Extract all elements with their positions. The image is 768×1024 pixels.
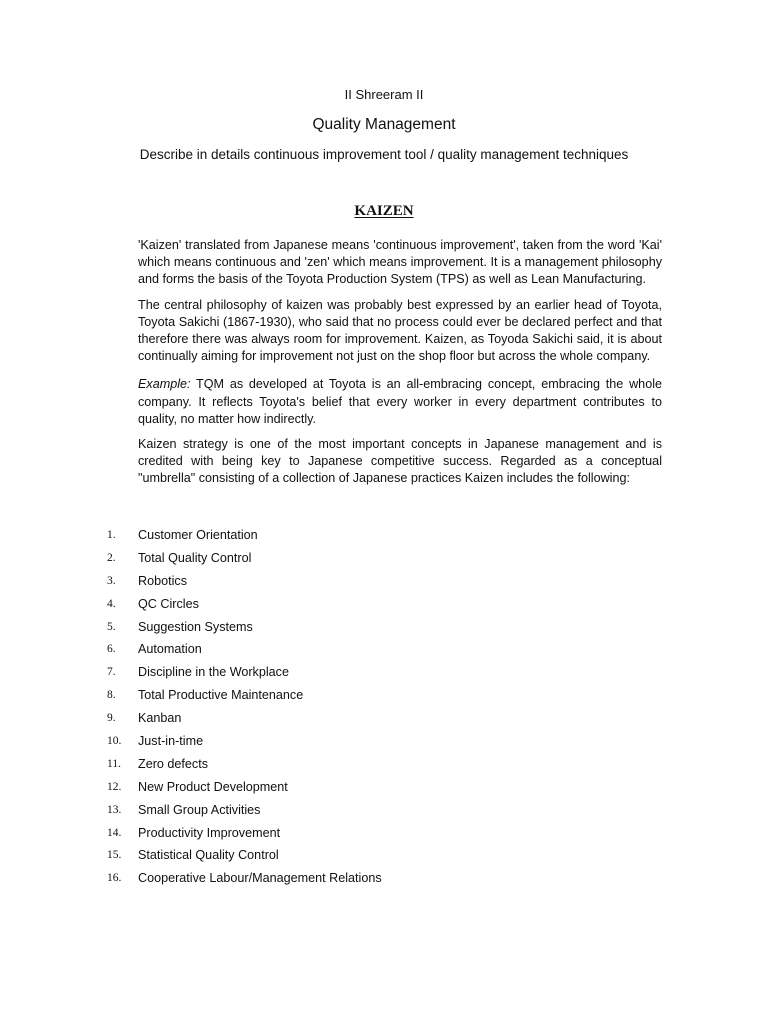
list-item xyxy=(0,616,768,639)
list-item-number: 7. xyxy=(107,666,116,679)
list-item-number: 10. xyxy=(107,735,122,748)
list-item-label: Discipline in the Workplace xyxy=(138,665,289,680)
list-item-number: 9. xyxy=(107,712,116,725)
section-heading: KAIZEN xyxy=(354,203,414,219)
list-item-number: 8. xyxy=(107,689,116,702)
list-item-number: 14. xyxy=(107,826,122,839)
list-item-label: Statistical Quality Control xyxy=(138,848,279,863)
invocation-line: II Shreeram II xyxy=(344,87,424,102)
list-item xyxy=(0,661,768,684)
list-item-label: Cooperative Labour/Management Relations xyxy=(138,871,382,886)
paragraph-definition: 'Kaizen' translated from Japanese means 'continuous improvement', taken from the word 'Kai' which means continuous and 'zen' which means improvement. It is a management philosophy and forms the basis of the Toyota Production System (TPS) as well as Lean Manufacturing. xyxy=(138,238,662,287)
list-item xyxy=(0,844,768,867)
list-item-number: 13. xyxy=(107,803,122,816)
list-item-number: 4. xyxy=(107,597,116,610)
list-item xyxy=(0,707,768,730)
document-title: Quality Management xyxy=(312,116,456,133)
list-item xyxy=(0,638,768,661)
list-item xyxy=(0,799,768,822)
list-item-number: 15. xyxy=(107,849,122,862)
list-item xyxy=(0,593,768,616)
list-item-label: Customer Orientation xyxy=(138,528,258,542)
list-item-number: 3. xyxy=(107,574,116,587)
list-item-label: Kanban xyxy=(138,711,182,726)
list-item-label: Small Group Activities xyxy=(138,802,261,817)
list-item-number: 16. xyxy=(107,872,122,885)
paragraph-example xyxy=(138,376,662,428)
list-item xyxy=(0,547,768,570)
paragraph-strategy: Kaizen strategy is one of the most important concepts in Japanese management and is credited with being key to Japanese competitive success. Regarded as a conceptual "umbrella" consisting of a collection of Japanese practices Kaizen includes the following: xyxy=(138,437,662,486)
list-item-label: Automation xyxy=(138,642,202,657)
document-subtitle: Describe in details continuous improvement tool / quality management techniques xyxy=(139,147,629,162)
list-item xyxy=(0,867,768,890)
list-item xyxy=(0,684,768,707)
list-item-label: Suggestion Systems xyxy=(138,619,253,634)
list-item xyxy=(0,730,768,753)
paragraph-philosophy: The central philosophy of kaizen was probably best expressed by an earlier head of Toyota, Toyota Sakichi (1867-1930), who said that no process could ever be declared perfect and that therefore there was always room for improvement. Kaizen, as Toyoda Sakichi said, it is about continually aiming for improvement not just on the shop floor but across the whole company. xyxy=(138,297,662,364)
body-text xyxy=(138,237,662,496)
list-item-label: Productivity Improvement xyxy=(138,825,281,840)
list-item-number: 2. xyxy=(107,551,116,564)
list-item xyxy=(0,524,768,547)
list-item-number: 12. xyxy=(107,780,122,793)
list-item-label: Just-in-time xyxy=(138,734,204,749)
list-item-label: Total Productive Maintenance xyxy=(138,688,304,703)
list-item-label: QC Circles xyxy=(138,596,199,611)
list-item xyxy=(0,570,768,593)
kaizen-practices-list xyxy=(0,524,768,890)
list-item-label: New Product Development xyxy=(138,779,288,794)
list-item xyxy=(0,753,768,776)
example-label: Example: xyxy=(138,377,191,392)
example-text: TQM as developed at Toyota is an all-embracing concept, embracing the whole company. It reflects Toyota's belief that every worker in every department contributes to quality, no matter how indirectly. xyxy=(138,377,662,426)
list-item-number: 5. xyxy=(107,620,116,633)
list-item-number: 6. xyxy=(107,643,116,656)
list-item-label: Robotics xyxy=(138,573,187,588)
list-item xyxy=(0,776,768,799)
list-item xyxy=(0,822,768,845)
list-item-label: Zero defects xyxy=(138,756,208,771)
list-item-number: 11. xyxy=(107,757,121,770)
list-item-number: 1. xyxy=(107,529,116,541)
list-item-label: Total Quality Control xyxy=(138,550,252,565)
